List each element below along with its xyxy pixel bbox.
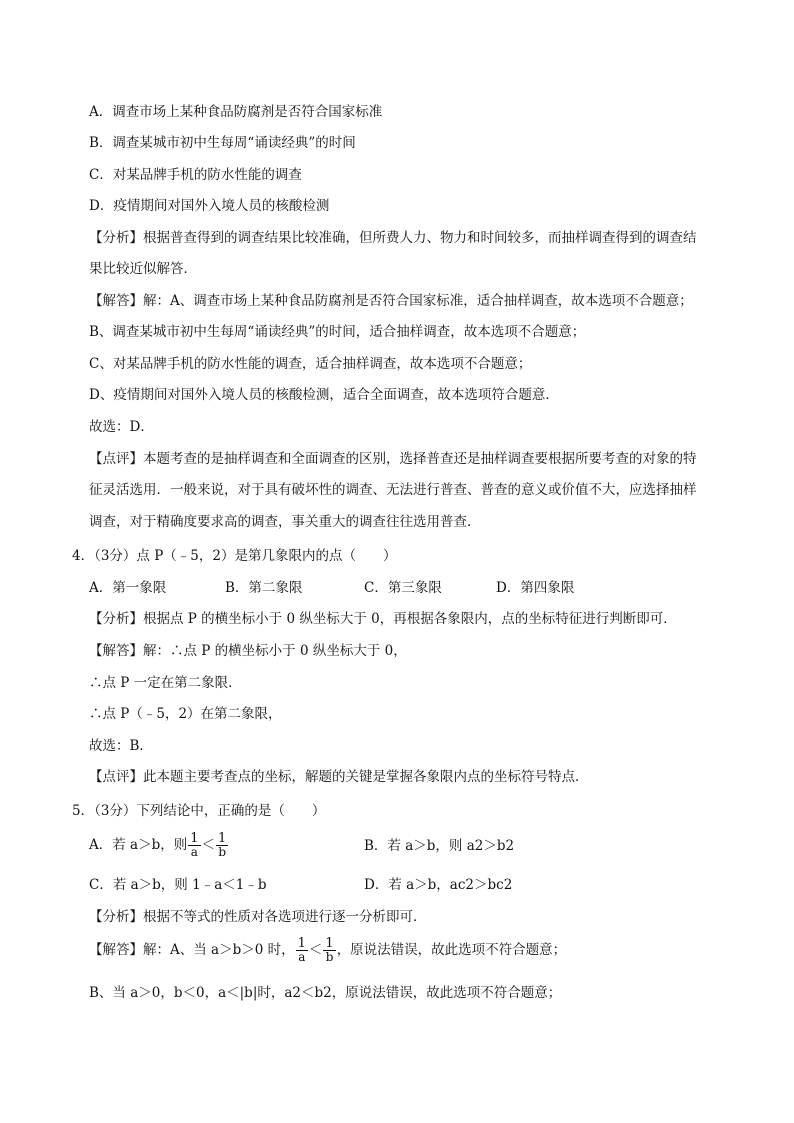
solution-tag: 【解答】 — [89, 942, 143, 958]
q3-analysis — [89, 228, 697, 248]
solution-text: 解：A、调查市场上某种食品防腐剂是否符合国家标准，适合抽样调查，故本选项不合题意； — [143, 293, 693, 309]
comment-text: 本题考查的是抽样调查和全面调查的区别，选择普查还是抽样调查要根据所要考查的对象的特 — [143, 451, 697, 467]
fraction-1-over-b: $\frac{1}{b}$ — [325, 936, 334, 964]
q4-option-a: A．第一象限 — [89, 580, 167, 596]
q4-option-c: C．第三象限 — [364, 580, 442, 596]
analysis-text: 根据不等式的性质对各选项进行逐一分析即可． — [143, 909, 427, 925]
q3-option-b: B．调查某城市初中生每周“诵读经典”的时间 — [89, 135, 356, 151]
q5-stem: 5．（3分）下列结论中，正确的是（ ） — [72, 803, 326, 819]
less-than-sign: ＜ — [201, 837, 216, 853]
less-than-sign: ＜ — [308, 942, 323, 958]
solution-tag: 【解答】 — [89, 643, 143, 659]
q3-option-d: D．疫情期间对国外入境人员的核酸检测 — [89, 198, 330, 214]
q5-option-d: D．若 a＞b，ac2＞bc2 — [364, 877, 513, 893]
solution-text: 解：A、当 a＞b＞0 时， — [143, 942, 295, 958]
comment-tag: 【点评】 — [89, 769, 143, 785]
q5-option-a — [89, 830, 229, 860]
q3-answer: 故选：D． — [89, 419, 154, 435]
fraction-1-over-a: $\frac{1}{a}$ — [190, 831, 199, 859]
q3-comment — [89, 449, 697, 469]
comment-text: 此本题主要考查点的坐标，解题的关键是掌握各象限内点的坐标符号特点． — [143, 769, 589, 785]
q3-comment-line3: 调查，对于精确度要求高的调查，事关重大的调查往往选用普查． — [89, 514, 481, 530]
q5-solution — [89, 935, 566, 965]
solution-tag: 【解答】 — [89, 293, 143, 309]
comment-tag: 【点评】 — [89, 451, 143, 467]
q3-option-a: A．调查市场上某种食品防腐剂是否符合国家标准 — [89, 104, 383, 120]
q4-answer: 故选：B． — [89, 738, 153, 754]
fraction-1-over-b: $\frac{1}{b}$ — [218, 831, 227, 859]
q4-solution-line2: ∴点 P 一定在第二象限． — [89, 675, 242, 691]
q3-solution-line2: B、调查某城市初中生每周“诵读经典”的时间，适合抽样调查，故本选项不合题意； — [89, 324, 586, 340]
q4-stem: 4．（3分）点 P（﹣5，2）是第几象限内的点（ ） — [72, 548, 397, 564]
q5-option-a-text: A．若 a＞b，则 — [89, 837, 188, 853]
analysis-tag: 【分析】 — [89, 230, 143, 246]
q3-solution-line3: C、对某品牌手机的防水性能的调查，适合抽样调查，故本选项不合题意； — [89, 356, 532, 372]
q4-solution — [89, 641, 407, 661]
analysis-text: 根据普查得到的调查结果比较准确，但所费人力、物力和时间较多，而抽样调查得到的调查结 — [143, 230, 697, 246]
analysis-tag: 【分析】 — [89, 909, 143, 925]
q4-option-b: B．第二象限 — [225, 580, 303, 596]
analysis-text: 根据点 P 的横坐标小于 0 纵坐标大于 0，再根据各象限内，点的坐标特征进行判断即可． — [143, 611, 677, 627]
q3-comment-line2: 征灵活选用．一般来说，对于具有破坏性的调查、无法进行普查、普查的意义或价值不大，应选择抽样 — [89, 482, 697, 498]
q4-analysis — [89, 609, 677, 629]
solution-text-cont: ，原说法错误，故此选项不符合题意； — [336, 942, 567, 958]
q3-solution — [89, 291, 693, 311]
solution-text: 解：∴点 P 的横坐标小于 0 纵坐标大于 0， — [143, 643, 407, 659]
q5-option-b: B．若 a＞b，则 a2＞b2 — [364, 838, 515, 854]
q4-comment — [89, 767, 589, 787]
fraction-1-over-a: $\frac{1}{a}$ — [297, 936, 306, 964]
analysis-tag: 【分析】 — [89, 611, 143, 627]
q5-analysis — [89, 907, 427, 927]
q4-solution-line3: ∴点 P（﹣5，2）在第二象限， — [89, 706, 282, 722]
q3-option-c: C．对某品牌手机的防水性能的调查 — [89, 167, 302, 183]
q5-option-c: C．若 a＞b，则 1﹣a＜1﹣b — [89, 877, 267, 893]
q3-solution-line4: D、疫情期间对国外入境人员的核酸检测，适合全面调查，故本选项符合题意． — [89, 387, 559, 403]
q5-solution-line2: B、当 a＞0，b＜0，a＜|b|时，a2＜b2，原说法错误，故此选项不符合题意； — [89, 985, 562, 1001]
q4-option-d: D．第四象限 — [496, 580, 575, 596]
q3-analysis-cont: 果比较近似解答． — [89, 261, 197, 277]
